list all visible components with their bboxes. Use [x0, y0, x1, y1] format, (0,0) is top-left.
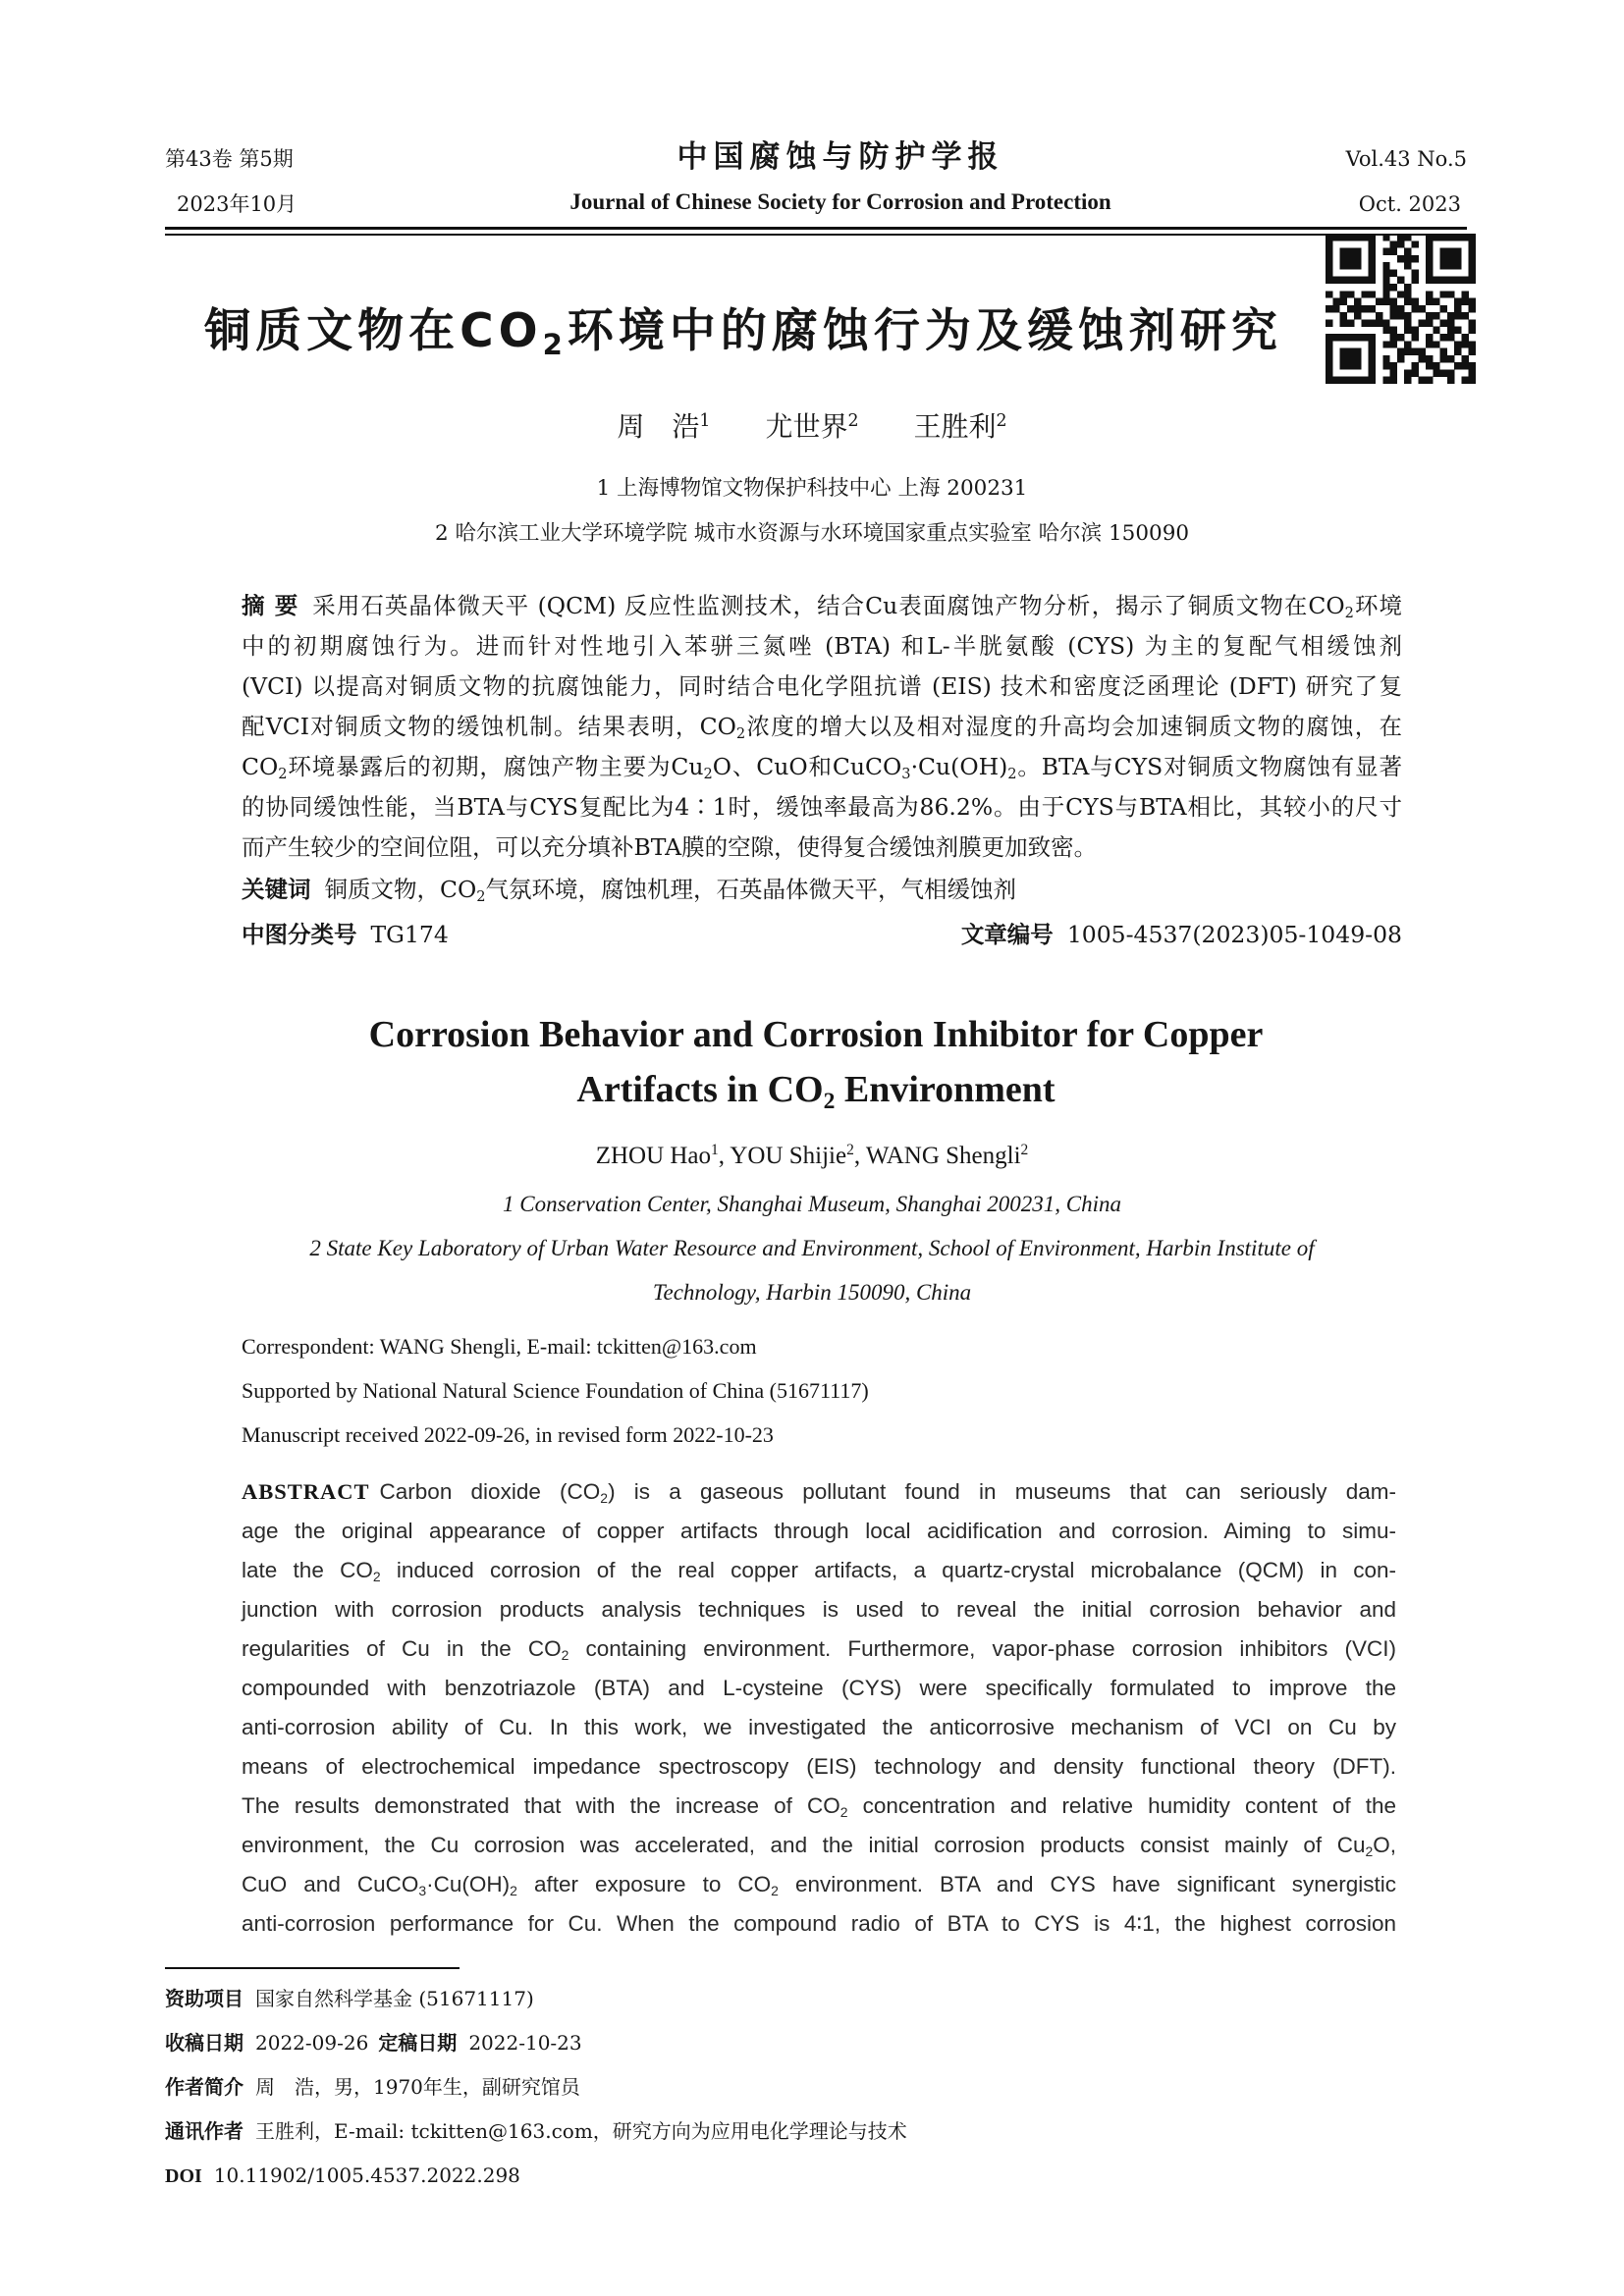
doi-line: [165, 2154, 1467, 2199]
abstract-en-line: [242, 1472, 1396, 1512]
correspondent-line: Correspondent: WANG Shengli, E-mail: tckitten@163.com: [242, 1334, 757, 1359]
fund-label: 资助项目: [165, 1987, 244, 2010]
affiliation-en-2: 2 State Key Laboratory of Urban Water Resource and Environment, School of Environment, Harbin Institute of: [309, 1236, 1315, 1260]
abstract-cn-line: 的协同缓蚀性能，当BTA与CYS复配比为4∶1时，缓蚀率最高为86.2%。由于CYS与BTA相比，其较小的尺寸: [242, 793, 1402, 821]
doi-value: 10.11902/1005.4537.2022.298: [213, 2163, 520, 2187]
abstract-cn-label: 摘 要: [242, 592, 299, 619]
fund-text: 国家自然科学基金 (51671117): [255, 1987, 534, 2010]
article-number-value: 1005-4537(2023)05-1049-08: [1066, 921, 1402, 948]
affiliations-cn: [0, 466, 1624, 557]
clc-number: [242, 913, 449, 956]
bio-text: 周 浩，男，1970年生，副研究馆员: [255, 2075, 580, 2099]
abstract-en: [242, 1472, 1396, 1944]
abstract-en-line: environment, the Cu corrosion was accelerated, and the initial corrosion products consist mainly of $Cu_2O$,: [242, 1833, 1396, 1859]
affiliation-en-3: Technology, Harbin 150090, China: [652, 1280, 972, 1305]
revised-label: 定稿日期: [378, 2031, 458, 2055]
keywords-text: 铜质文物，$CO_2$气氛环境，腐蚀机理，石英晶体微天平，气相缓蚀剂: [324, 876, 1017, 906]
authors-en: ZHOU Hao$^1$, YOU Shijie$^2$, WANG Shengli$^2$: [595, 1142, 1029, 1169]
qr-code-svg: [1326, 234, 1476, 384]
abstract-en-line: junction with corrosion products analysis techniques is used to reveal the initial corrosion behavior and: [242, 1597, 1396, 1622]
footnote-block: [165, 1967, 1467, 2199]
abstract-cn-line: 而产生较少的空间位阻，可以充分填补BTA膜的空隙，使得复合缓蚀剂膜更加致密。: [242, 833, 1098, 861]
abstract-en-line: regularities of Cu in the $CO_2$ containing environment. Furthermore, vapor-phase corrosion inhibitors (VCI): [242, 1636, 1397, 1663]
abstract-en-line: anti-corrosion ability of Cu. In this work, we investigated the anticorrosive mechanism of VCI on Cu by: [242, 1715, 1396, 1739]
affiliations-en: [0, 1182, 1624, 1314]
masthead-left: [165, 149, 381, 215]
article-number-label: 文章编号: [960, 921, 1054, 948]
masthead-center: [381, 132, 1300, 215]
abstract-en-label: ABSTRACT: [242, 1479, 370, 1504]
author-bio-line: [165, 2065, 1467, 2109]
abstract-cn: [242, 586, 1402, 956]
dates-line: [165, 2021, 1467, 2065]
abstract-en-line: CuO and $CuCO_3\cdot Cu(OH)_2$ after exposure to $CO_2$ environment. BTA and CYS have significant synergistic: [242, 1872, 1396, 1898]
received-value: 2022-09-26: [255, 2031, 369, 2055]
abstract-cn-line: $CO_2$环境暴露后的初期，腐蚀产物主要为$Cu_2O$、CuO和$CuCO_3\cdot Cu(OH)_2$。BTA与CYS对铜质文物腐蚀有显著: [242, 753, 1402, 783]
keywords-label: 关键词: [242, 876, 311, 903]
abstract-en-line: anti-corrosion performance for Cu. When the compound radio of BTA to CYS is 4∶1, the highest corrosion: [242, 1911, 1396, 1936]
corr-text: 王胜利，E-mail: tckitten@163.com，研究方向为应用电化学理论与技术: [255, 2119, 907, 2143]
corresponding-author-line: [165, 2109, 1467, 2154]
affiliation-cn-1: 1 上海博物馆文物保护科技中心 上海 200231: [596, 476, 1028, 501]
bio-label: 作者简介: [165, 2075, 244, 2099]
abstract-en-line: compounded with benzotriazole (BTA) and L-cysteine (CYS) were specifically formulated to improve the: [242, 1676, 1396, 1700]
article-meta-en: [242, 1324, 1402, 1457]
abstract-cn-line: 配VCI对铜质文物的缓蚀机制。结果表明，$CO_2$浓度的增大以及相对湿度的升高均会加速铜质文物的腐蚀，在: [242, 713, 1403, 743]
affiliation-en-1: 1 Conservation Center, Shanghai Museum, Shanghai 200231, China: [503, 1192, 1121, 1216]
volume-issue-cn: 第43卷 第5期: [165, 147, 294, 171]
keywords-cn: [242, 870, 1402, 910]
supported-line: Supported by National Natural Science Foundation of China (51671117): [242, 1378, 869, 1403]
journal-title-en: Journal of Chinese Society for Corrosion and Protection: [569, 189, 1111, 214]
abstract-cn-line: 中的初期腐蚀行为。进而针对性地引入苯骈三氮唑 (BTA) 和L-半胱氨酸 (CYS) 为主的复配气相缓蚀剂: [242, 632, 1402, 660]
clc-value: TG174: [370, 921, 449, 948]
masthead-right: [1300, 149, 1467, 215]
footnote-divider: [165, 1967, 460, 1969]
abstract-cn-line: [242, 586, 1402, 626]
volume-issue-en: Vol.43 No.5: [1345, 147, 1467, 171]
clc-label: 中图分类号: [242, 921, 357, 948]
affiliation-cn-2: 2 哈尔滨工业大学环境学院 城市水资源与水环境国家重点实验室 哈尔滨 150090: [434, 521, 1190, 546]
corr-label: 通讯作者: [165, 2119, 244, 2143]
doi-label: DOI: [165, 2165, 202, 2187]
article-title-en: [165, 1007, 1467, 1117]
abstract-en-line: age the original appearance of copper artifacts through local acidification and corrosion. Aiming to simu-: [242, 1519, 1396, 1543]
abstract-en-text: Carbon dioxide $(CO_2)$ is a gaseous pollutant found in museums that can seriously dam-: [379, 1479, 1396, 1506]
article-title-cn: 铜质文物在$CO_2$环境中的腐蚀行为及缓蚀剂研究: [204, 304, 1282, 362]
received-label: 收稿日期: [165, 2031, 244, 2055]
abstract-en-line: late the $CO_2$ induced corrosion of the real copper artifacts, a quartz-crystal microbalance (QCM) in con-: [242, 1558, 1397, 1584]
fund-line: [165, 1977, 1467, 2021]
classification-row: [242, 913, 1402, 956]
qr-code: [1326, 234, 1476, 384]
abstract-en-line: means of electrochemical impedance spectroscopy (EIS) technology and density functional theory (DFT).: [242, 1754, 1396, 1779]
manuscript-line: Manuscript received 2022-09-26, in revised form 2022-10-23: [242, 1422, 774, 1447]
masthead-divider: [165, 227, 1467, 236]
journal-masthead: [165, 0, 1467, 215]
abstract-cn-line: (VCI) 以提高对铜质文物的抗腐蚀能力，同时结合电化学阻抗谱 (EIS) 技术和密度泛函理论 (DFT) 研究了复: [242, 672, 1402, 700]
article-title-en-line2: Artifacts in $CO_2$ Environment: [576, 1069, 1056, 1114]
article-number: [961, 913, 1402, 956]
abstract-cn-text: 采用石英晶体微天平 (QCM) 反应性监测技术，结合Cu表面腐蚀产物分析，揭示了铜质文物在$CO_2$环境: [312, 592, 1402, 622]
article-title-en-line1: Corrosion Behavior and Corrosion Inhibitor for Copper: [368, 1014, 1264, 1055]
issue-date-cn: 2023年10月: [177, 192, 298, 216]
abstract-en-line: The results demonstrated that with the increase of $CO_2$ concentration and relative humidity content of the: [242, 1793, 1396, 1820]
journal-title-cn: 中国腐蚀与防护学报: [677, 139, 1004, 175]
revised-value: 2022-10-23: [468, 2031, 582, 2055]
authors-cn: 周 浩$^1$ 尤世界$^2$ 王胜利$^2$: [617, 410, 1007, 443]
issue-date-en: Oct. 2023: [1358, 192, 1461, 216]
